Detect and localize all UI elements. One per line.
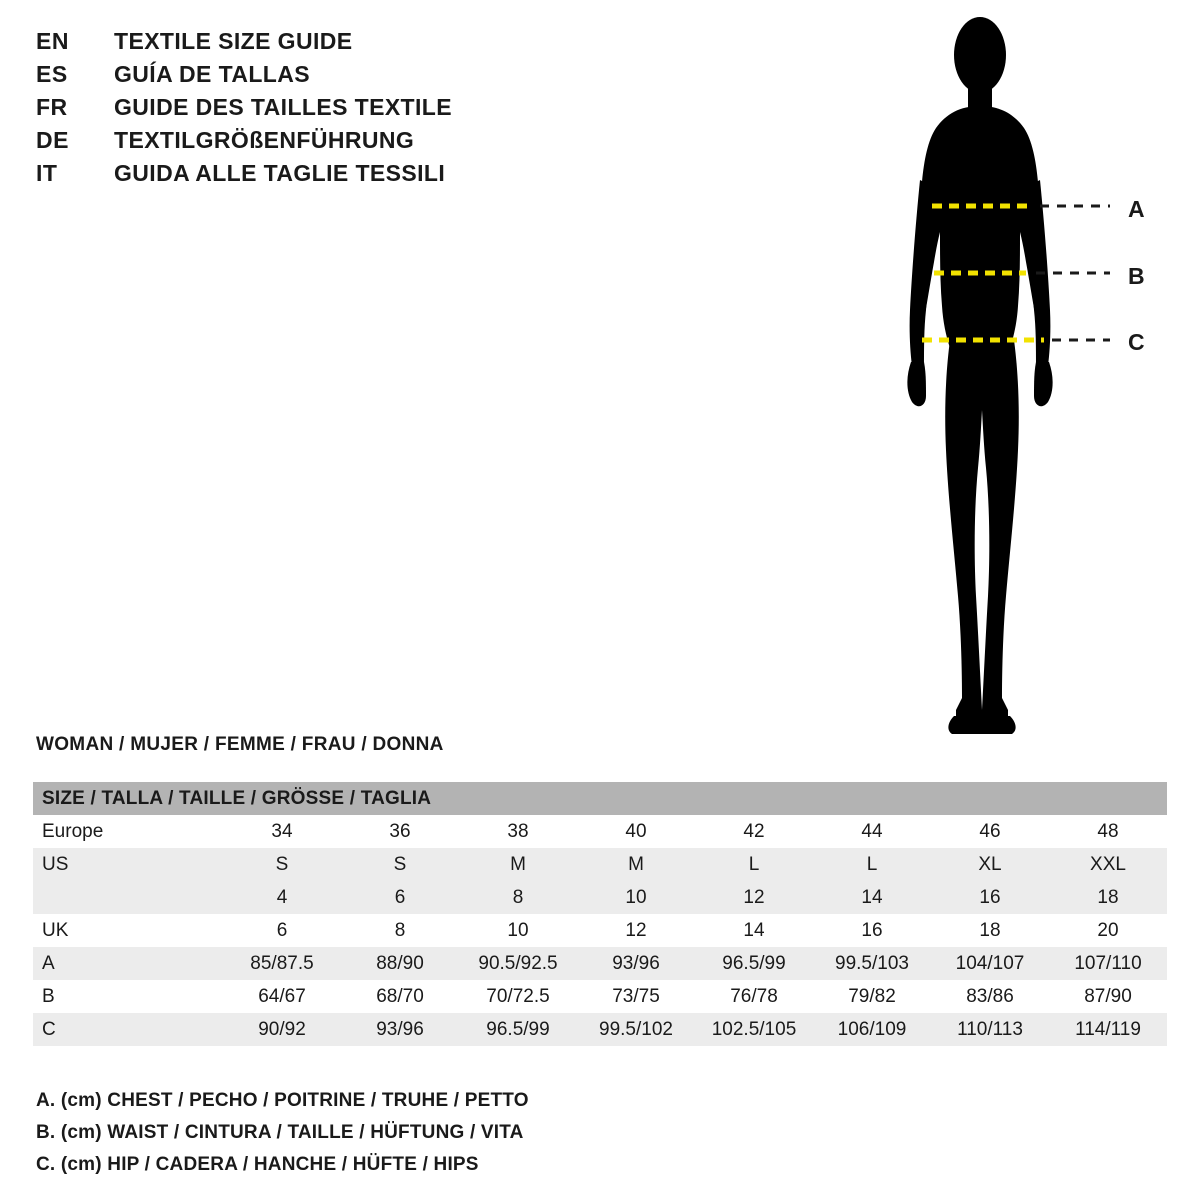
table-cell: 18: [1097, 886, 1119, 908]
table-cell: 99.5/102: [599, 1018, 673, 1040]
row-label: [33, 881, 223, 914]
language-row: [36, 61, 636, 94]
table-cell: S: [275, 853, 289, 875]
language-row: [36, 28, 636, 61]
table-cell: 110/113: [957, 1018, 1023, 1040]
table-cell: 44: [861, 820, 883, 842]
table-caption: WOMAN / MUJER / FEMME / FRAU / DONNA: [36, 734, 444, 755]
table-cell: 18: [979, 919, 1001, 941]
table-cell: 87/90: [1084, 985, 1132, 1007]
footnote-waist: B. (cm) WAIST / CINTURA / TAILLE / HÜFTUNG / VITA: [36, 1122, 524, 1143]
table-cell: M: [628, 853, 644, 875]
table-cell: 16: [979, 886, 1001, 908]
table-cell: 12: [625, 919, 647, 941]
table-header-label: SIZE / TALLA / TAILLE / GRÖSSE / TAGLIA: [42, 787, 432, 809]
row-label: A: [42, 952, 55, 974]
table-cell: 73/75: [612, 985, 660, 1007]
footnote-list: [36, 1085, 529, 1181]
table-cell: 104/107: [955, 952, 1025, 974]
row-label: US: [42, 853, 69, 875]
measure-label-b: B: [1128, 263, 1145, 289]
table-cell: L: [866, 853, 878, 875]
table-header-row: [33, 782, 1167, 815]
language-row: [36, 160, 636, 193]
table-cell: 93/96: [612, 952, 660, 974]
table-cell: 64/67: [258, 985, 306, 1007]
table-cell: 36: [389, 820, 411, 842]
table-cell: 76/78: [730, 985, 778, 1007]
language-title: TEXTILE SIZE GUIDE: [114, 28, 353, 54]
language-code: IT: [36, 160, 58, 186]
table-cell: L: [748, 853, 760, 875]
table-row: [33, 980, 1167, 1013]
table-cell: 14: [861, 886, 883, 908]
table-cell: 14: [743, 919, 765, 941]
row-label: UK: [42, 919, 69, 941]
row-label: C: [42, 1018, 56, 1040]
table-cell: 90/92: [258, 1018, 306, 1040]
row-label: Europe: [42, 820, 104, 842]
language-title: GUIDA ALLE TAGLIE TESSILI: [114, 160, 446, 186]
table-cell: 90.5/92.5: [478, 952, 558, 974]
language-title: GUÍA DE TALLAS: [114, 61, 310, 87]
language-title: TEXTILGRÖßENFÜHRUNG: [114, 127, 415, 153]
table-cell: 8: [394, 919, 406, 941]
footnote-chest: A. (cm) CHEST / PECHO / POITRINE / TRUHE / PETTO: [36, 1090, 529, 1111]
table-cell: 96.5/99: [486, 1018, 550, 1040]
table-cell: 93/96: [376, 1018, 424, 1040]
language-code: DE: [36, 127, 69, 153]
table-cell: 38: [507, 820, 529, 842]
table-row: [33, 881, 1167, 914]
row-label: B: [42, 985, 55, 1007]
table-cell: 10: [507, 919, 529, 941]
measure-label-a: A: [1128, 196, 1145, 222]
table-cell: 46: [979, 820, 1001, 842]
size-table: [33, 782, 1167, 1046]
table-row: [33, 914, 1167, 947]
language-code: ES: [36, 61, 68, 87]
woman-silhouette-icon: [860, 10, 1190, 750]
table-cell: 40: [625, 820, 647, 842]
table-cell: 42: [743, 820, 765, 842]
table-cell: 106/109: [837, 1018, 907, 1040]
table-cell: 10: [625, 886, 647, 908]
footnote-hip: C. (cm) HIP / CADERA / HANCHE / HÜFTE / HIPS: [36, 1154, 479, 1175]
table-row: [33, 848, 1167, 881]
table-cell: 96.5/99: [722, 952, 786, 974]
table-cell: M: [510, 853, 526, 875]
table-cell: 6: [394, 886, 406, 908]
language-code: EN: [36, 28, 69, 54]
table-cell: 16: [861, 919, 883, 941]
measure-label-c: C: [1128, 329, 1145, 355]
table-cell: 68/70: [376, 985, 424, 1007]
table-cell: 83/86: [966, 985, 1014, 1007]
language-title: GUIDE DES TAILLES TEXTILE: [114, 94, 452, 120]
language-row: [36, 94, 636, 127]
table-cell: 8: [512, 886, 524, 908]
table-row: [33, 947, 1167, 980]
table-cell: 99.5/103: [835, 952, 909, 974]
table-cell: S: [393, 853, 407, 875]
table-cell: 88/90: [376, 952, 424, 974]
language-row: [36, 127, 636, 160]
table-cell: XL: [978, 853, 1002, 875]
language-title-list: [36, 28, 636, 193]
table-cell: 34: [271, 820, 293, 842]
table-row: [33, 815, 1167, 848]
table-cell: 107/110: [1074, 952, 1142, 974]
table-cell: 48: [1097, 820, 1119, 842]
table-cell: 114/119: [1075, 1018, 1141, 1040]
table-cell: 102.5/105: [711, 1018, 797, 1040]
table-cell: 20: [1097, 919, 1119, 941]
size-figure: [860, 10, 1190, 750]
language-code: FR: [36, 94, 68, 120]
table-cell: 70/72.5: [486, 985, 550, 1007]
table-row: [33, 1013, 1167, 1046]
table-cell: 6: [276, 919, 288, 941]
table-cell: 85/87.5: [250, 952, 314, 974]
table-cell: 12: [743, 886, 765, 908]
table-cell: 4: [276, 886, 288, 908]
table-cell: 79/82: [848, 985, 896, 1007]
table-cell: XXL: [1090, 853, 1126, 875]
